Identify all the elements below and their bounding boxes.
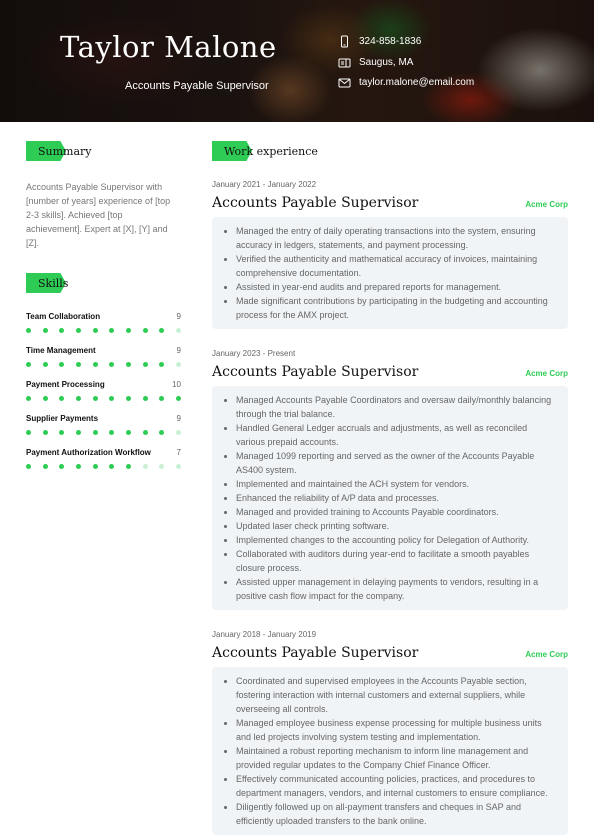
job-bullet: • Verified the authenticity and mathematical accuracy of invoices, maintaining comprehensive documentation.	[236, 252, 556, 280]
skill-rating	[26, 464, 181, 469]
skill-dot-filled	[109, 430, 114, 435]
job-bullet: • Managed the entry of daily operating transactions into the system, ensuring accuracy in ledgers, statements, and payment processing.	[236, 224, 556, 252]
job-bullet: • Managed employee business expense processing for multiple business units and led projects involving system testing and implementation.	[236, 716, 556, 744]
contact-email[interactable]	[338, 76, 474, 89]
skill-item	[26, 312, 181, 333]
skill-dot-filled	[159, 328, 164, 333]
skill-dot-empty	[143, 464, 148, 469]
skill-dot-filled	[143, 362, 148, 367]
skill-dot-filled	[93, 430, 98, 435]
job-details	[212, 217, 568, 329]
header-banner	[0, 0, 594, 122]
job-bullet: • Assisted upper management in delaying payments to vendors, resulting in a positive cash flow impact for the company.	[236, 575, 556, 603]
skill-dot-filled	[26, 362, 31, 367]
skill-level: 10	[172, 380, 181, 389]
job-bullet: • Assisted in year-end audits and prepared reports for management.	[236, 280, 556, 294]
skill-dot-filled	[109, 362, 114, 367]
candidate-name: Taylor Malone	[60, 30, 277, 64]
job-bullet: • Enhanced the reliability of A/P data and processes.	[236, 491, 556, 505]
job-bullet: • Implemented changes to the accounting policy for Delegation of Authority.	[236, 533, 556, 547]
phone-text: 324-858-1836	[359, 36, 422, 47]
skill-item	[26, 346, 181, 367]
job-entry	[212, 630, 568, 835]
skill-dot-filled	[126, 430, 131, 435]
skills-heading: Skills	[26, 273, 146, 293]
skill-dot-filled	[126, 464, 131, 469]
skill-dot-filled	[159, 396, 164, 401]
skill-name: Team Collaboration	[26, 312, 101, 321]
skill-dot-filled	[76, 430, 81, 435]
skill-dot-filled	[143, 396, 148, 401]
skill-dot-filled	[59, 396, 64, 401]
skill-dot-filled	[76, 464, 81, 469]
job-bullet: • Implemented and maintained the ACH system for vendors.	[236, 477, 556, 491]
skill-dot-filled	[26, 464, 31, 469]
email-icon	[338, 76, 351, 89]
skill-level: 9	[176, 414, 181, 423]
job-dates: January 2018 - January 2019	[212, 630, 317, 639]
skill-dot-filled	[59, 328, 64, 333]
skill-dot-filled	[43, 396, 48, 401]
skill-dot-filled	[59, 464, 64, 469]
job-bullet: • Managed 1099 reporting and served as the owner of the Accounts Payable AS400 system.	[236, 449, 556, 477]
job-bullet: • Effectively communicated accounting policies, practices, and procedures to department managers, vendors, and internal customers to ensure compliance.	[236, 772, 556, 800]
skill-dot-filled	[93, 362, 98, 367]
skill-dot-filled	[109, 464, 114, 469]
skill-rating	[26, 362, 181, 367]
job-bullet: • Coordinated and supervised employees in the Accounts Payable section, fostering interaction with internal customers and external suppliers, while overseeing all controls.	[236, 674, 556, 716]
job-title: Accounts Payable Supervisor	[212, 364, 419, 380]
skill-dot-filled	[26, 328, 31, 333]
skill-name: Time Management	[26, 346, 96, 355]
skill-dot-filled	[109, 328, 114, 333]
skill-rating	[26, 430, 181, 435]
skill-dot-filled	[159, 362, 164, 367]
skill-dot-filled	[143, 430, 148, 435]
skill-dot-empty	[159, 464, 164, 469]
summary-heading: Summary	[26, 141, 146, 161]
phone-icon	[338, 35, 351, 48]
skill-dot-filled	[26, 430, 31, 435]
job-dates: January 2021 - January 2022	[212, 180, 317, 189]
skill-item	[26, 448, 181, 469]
skill-level: 7	[176, 448, 181, 457]
skill-dot-filled	[109, 396, 114, 401]
location-text: Saugus, MA	[359, 57, 414, 68]
skill-dot-empty	[176, 362, 181, 367]
job-company: Acme Corp	[525, 650, 568, 659]
job-bullet: • Managed Accounts Payable Coordinators and oversaw daily/monthly balancing through the trial balance.	[236, 393, 556, 421]
skill-dot-filled	[43, 328, 48, 333]
job-bullet: • Maintained a robust reporting mechanism to inform line management and provided regular updates to the Company Chief Finance Officer.	[236, 744, 556, 772]
job-title: Accounts Payable Supervisor	[212, 645, 419, 661]
skill-rating	[26, 396, 181, 401]
skill-level: 9	[176, 346, 181, 355]
skill-name: Payment Processing	[26, 380, 105, 389]
contact-phone	[338, 35, 421, 48]
skill-dot-empty	[176, 430, 181, 435]
job-bullets	[222, 224, 556, 322]
skill-dot-filled	[126, 362, 131, 367]
job-company: Acme Corp	[525, 200, 568, 209]
job-bullets	[222, 393, 556, 603]
skill-item	[26, 414, 181, 435]
job-entry	[212, 349, 568, 610]
skill-rating	[26, 328, 181, 333]
job-company: Acme Corp	[525, 369, 568, 378]
skill-dot-filled	[43, 362, 48, 367]
candidate-title: Accounts Payable Supervisor	[125, 80, 269, 92]
job-bullet: • Updated laser check printing software.	[236, 519, 556, 533]
skill-item	[26, 380, 181, 401]
job-bullet: • Made significant contributions by participating in the budgeting and accounting process for the AMX project.	[236, 294, 556, 322]
job-details	[212, 667, 568, 835]
email-text[interactable]: taylor.malone@email.com	[359, 77, 475, 88]
job-title: Accounts Payable Supervisor	[212, 195, 419, 211]
location-icon	[338, 56, 351, 69]
skill-dot-filled	[26, 396, 31, 401]
summary-text: Accounts Payable Supervisor with [number of years] experience of [top 2-3 skills]. Achieved [top achievement]. Expert at [X], [Y] and [Z].	[26, 182, 171, 248]
skill-dot-filled	[176, 396, 181, 401]
work-heading: Work experience	[212, 141, 372, 161]
job-bullet: • Diligently followed up on all-payment transfers and cheques in SAP and efficiently uploaded transfers to the bank online.	[236, 800, 556, 828]
skill-dot-filled	[159, 430, 164, 435]
job-bullet: • Handled General Ledger accruals and adjustments, as well as reconciled various prepaid accounts.	[236, 421, 556, 449]
skill-dot-filled	[126, 328, 131, 333]
skill-dot-filled	[93, 396, 98, 401]
skill-dot-filled	[143, 328, 148, 333]
skill-level: 9	[176, 312, 181, 321]
job-bullets	[222, 674, 556, 828]
job-details	[212, 386, 568, 610]
skill-dot-filled	[93, 328, 98, 333]
skill-dot-filled	[76, 328, 81, 333]
skill-dot-filled	[76, 362, 81, 367]
job-entry	[212, 180, 568, 329]
skill-dot-filled	[76, 396, 81, 401]
skill-dot-filled	[93, 464, 98, 469]
skill-dot-filled	[59, 430, 64, 435]
skill-name: Supplier Payments	[26, 414, 99, 423]
skill-name: Payment Authorization Workflow	[26, 448, 151, 457]
skill-dot-filled	[126, 396, 131, 401]
skill-dot-filled	[43, 430, 48, 435]
contact-location	[338, 56, 413, 69]
job-bullet: • Collaborated with auditors during year-end to facilitate a smooth payables closure process.	[236, 547, 556, 575]
job-dates: January 2023 - Present	[212, 349, 296, 358]
skill-dot-filled	[59, 362, 64, 367]
job-bullet: • Managed and provided training to Accounts Payable coordinators.	[236, 505, 556, 519]
skill-dot-empty	[176, 328, 181, 333]
skill-dot-filled	[43, 464, 48, 469]
skill-dot-empty	[176, 464, 181, 469]
